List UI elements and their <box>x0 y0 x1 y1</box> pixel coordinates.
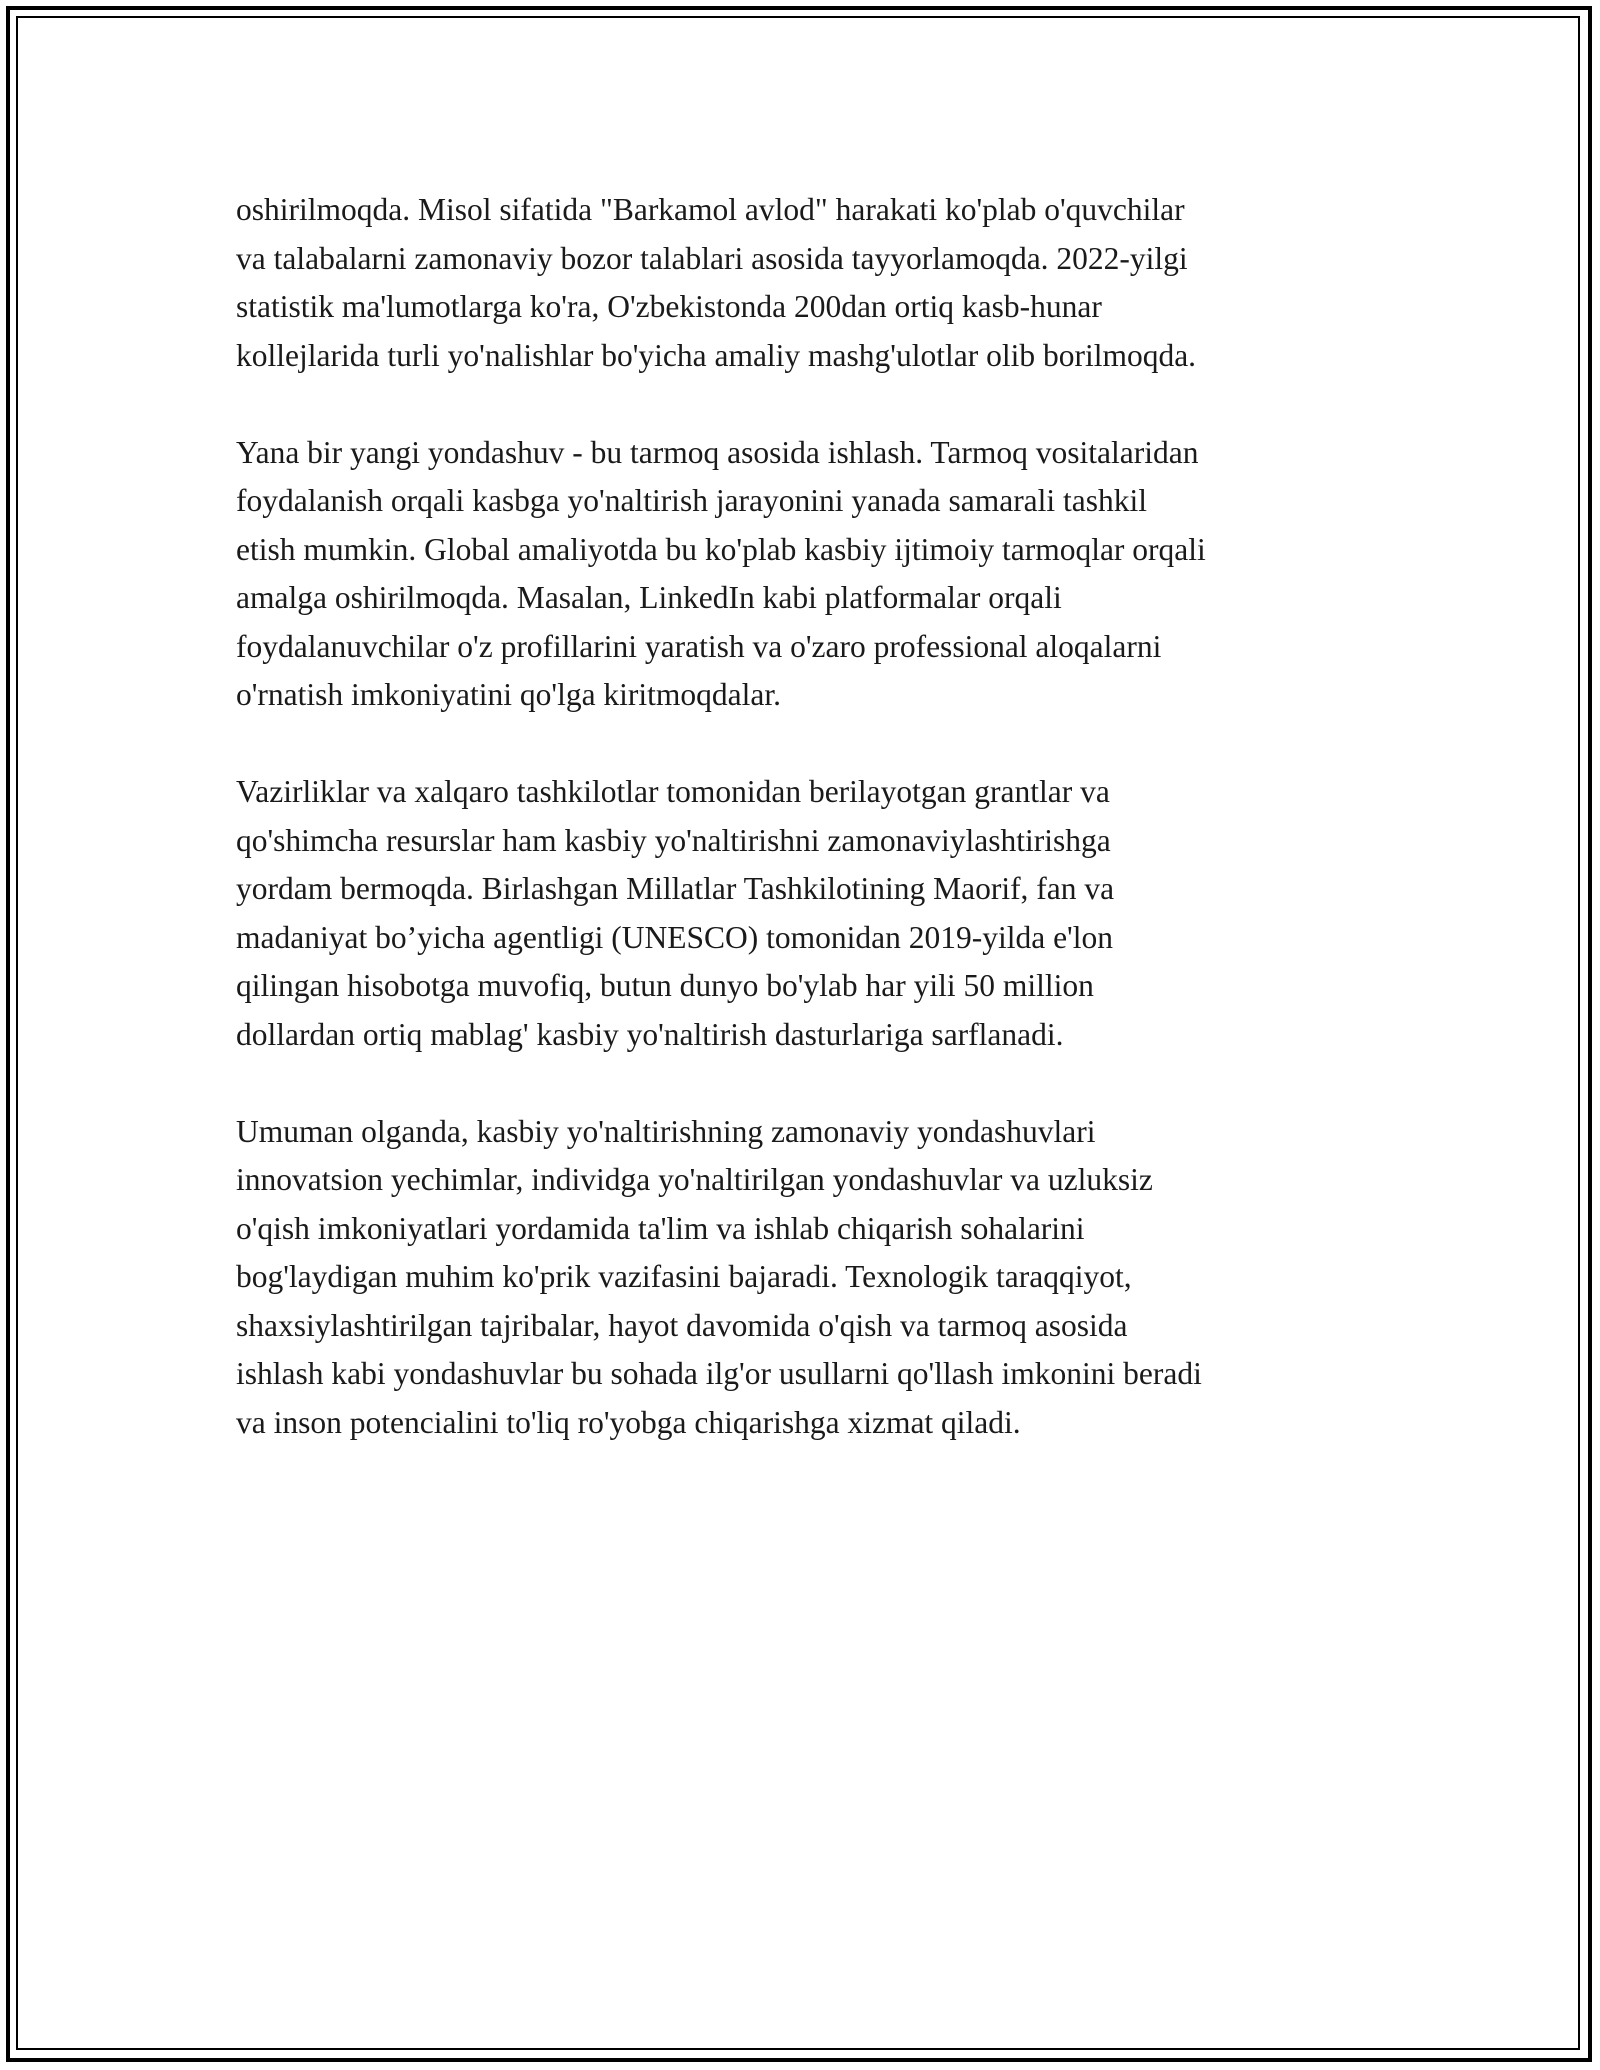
text-line: dollardan ortiq mablag' kasbiy yo'naltirish dasturlariga sarflanadi. <box>236 1016 1064 1052</box>
text-line: amalga oshirilmoqda. Masalan, LinkedIn kabi platformalar orqali <box>236 580 1062 615</box>
text-line: foydalanuvchilar o'z profillarini yaratish va o'zaro professional aloqalarni <box>236 628 1162 664</box>
text-line: foydalanish orqali kasbga yo'naltirish jarayonini yanada samarali tashkil <box>236 483 1148 518</box>
paragraph-2 <box>236 429 1376 720</box>
text-line: yordam bermoqda. Birlashgan Millatlar Tashkilotining Maorif, fan va <box>236 871 1115 906</box>
text-line: o'qish imkoniyatlari yordamida ta'lim va ishlab chiqarish sohalarini <box>236 1210 1085 1246</box>
text-line: Vazirliklar va xalqaro tashkilotlar tomonidan berilayotgan grantlar va <box>236 774 1110 809</box>
text-line: kollejlarida turli yo'nalishlar bo'yicha amaliy mashg'ulotlar olib borilmoqda. <box>236 337 1197 373</box>
text-line: va inson potencialini to'liq ro'yobga chiqarishga xizmat qiladi. <box>236 1404 1021 1440</box>
text-line: qo'shimcha resurslar ham kasbiy yo'naltirishni zamonaviylashtirishga <box>236 822 1111 858</box>
text-line: statistik ma'lumotlarga ko'ra, O'zbekistonda 200dan ortiq kasb-hunar <box>236 289 1102 324</box>
text-line: shaxsiylashtirilgan tajribalar, hayot davomida o'qish va tarmoq asosida <box>236 1307 1128 1343</box>
text-line: bog'laydigan muhim ko'prik vazifasini bajaradi. Texnologik taraqqiyot, <box>236 1259 1132 1294</box>
text-line: Umuman olganda, kasbiy yo'naltirishning zamonaviy yondashuvlari <box>236 1113 1096 1149</box>
text-line: va talabalarni zamonaviy bozor talablari asosida tayyorlamoqda. 2022-yilgi <box>236 240 1188 276</box>
text-line: qilingan hisobotga muvofiq, butun dunyo bo'ylab har yili 50 million <box>236 968 1094 1003</box>
text-line: etish mumkin. Global amaliyotda bu ko'plab kasbiy ijtimoiy tarmoqlar orqali <box>236 531 1206 567</box>
text-line: madaniyat bo’yicha agentligi (UNESCO) tomonidan 2019-yilda e'lon <box>236 919 1113 955</box>
text-line: o'rnatish imkoniyatini qo'lga kiritmoqdalar. <box>236 677 782 712</box>
paragraph-4 <box>236 1108 1376 1448</box>
paragraph-1 <box>236 186 1376 380</box>
document-body <box>236 186 1376 1496</box>
text-line: ishlash kabi yondashuvlar bu sohada ilg'or usullarni qo'llash imkonini beradi <box>236 1356 1202 1391</box>
paragraph-3 <box>236 768 1376 1059</box>
text-line: innovatsion yechimlar, individga yo'naltirilgan yondashuvlar va uzluksiz <box>236 1162 1153 1197</box>
text-line: Yana bir yangi yondashuv - bu tarmoq asosida ishlash. Tarmoq vositalaridan <box>236 434 1199 470</box>
text-line: oshirilmoqda. Misol sifatida "Barkamol avlod" harakati ko'plab o'quvchilar <box>236 192 1185 227</box>
